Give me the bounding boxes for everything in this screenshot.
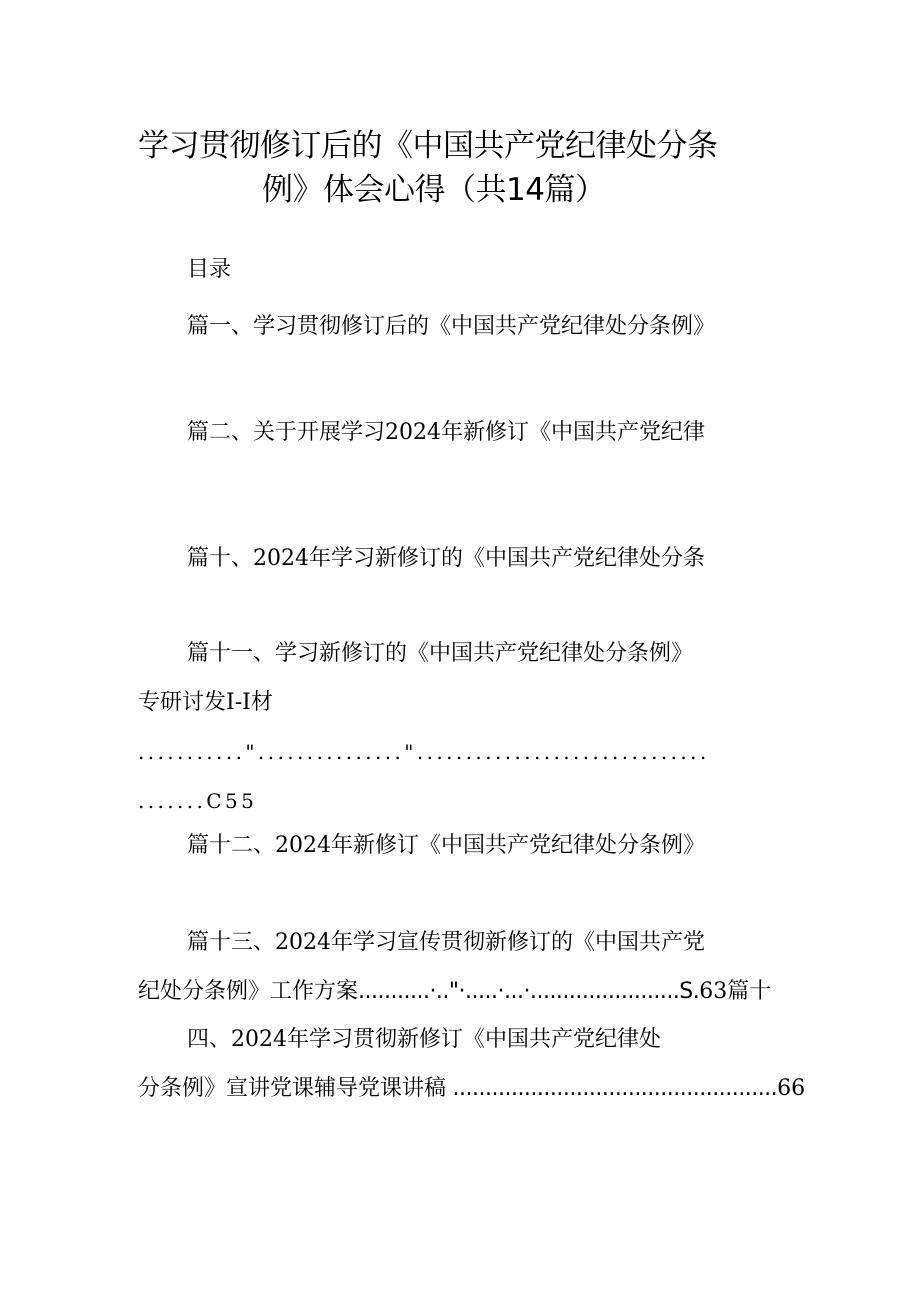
toc-entry-13-leader: ...........·.."·.....·...·.......................S. (358, 979, 700, 1004)
toc-entry-14-prefix: 四、 (187, 1027, 232, 1052)
toc-entry-2[interactable] (187, 418, 705, 448)
toc-entry-13-line-2[interactable] (138, 977, 771, 1007)
toc-heading: 目录 (187, 257, 232, 282)
toc-entry-13-page: 63 (699, 979, 728, 1004)
toc-entry-2-suffix: 年新修订《中国共产党纪律 (441, 420, 706, 445)
toc-entry-13-line-2-text: 纪处分条例》工作方案 (138, 979, 359, 1004)
toc-entry-13-suffix: 年学习宣传贯彻新修订的《中国共产党 (331, 930, 706, 955)
toc-entry-13-year: 2024 (275, 930, 332, 955)
toc-entry-11-line-2-tail: 材 (250, 690, 273, 715)
toc-entry-11-line-2-serif: I-I (226, 690, 251, 715)
toc-entry-14-page: 66 (777, 1076, 806, 1101)
toc-entry-14-leader: .................................................. (446, 1076, 778, 1101)
toc-entry-2-prefix: 篇二、关于开展学习 (187, 420, 386, 445)
toc-entry-12[interactable] (187, 831, 705, 861)
toc-entry-11-leader-2: .......C55 (138, 789, 258, 813)
toc-entry-14-line-1[interactable] (187, 1025, 661, 1055)
toc-entry-1[interactable]: 篇一、学习贯彻修订后的《中国共产党纪律处分条例》 (187, 314, 716, 339)
toc-entry-14-year: 2024 (231, 1027, 288, 1052)
toc-entry-10[interactable] (187, 544, 705, 574)
toc-entry-10-year: 2024 (253, 546, 310, 571)
toc-entry-12-prefix: 篇十二、 (187, 833, 276, 858)
toc-entry-11-line-2[interactable] (138, 688, 273, 718)
toc-entry-13-line-2-tail: 篇十 (727, 979, 772, 1004)
toc-entry-11-line-1[interactable]: 篇十一、学习新修订的《中国共产党纪律处分条例》 (187, 641, 694, 666)
toc-entry-2-year: 2024 (385, 420, 442, 445)
toc-entry-14-suffix: 年学习贯彻新修订《中国共产党纪律处 (287, 1027, 662, 1052)
toc-entry-14-line-2[interactable] (138, 1074, 805, 1104)
toc-entry-11-line-2-text: 专研讨发 (138, 690, 227, 715)
toc-entry-10-suffix: 年学习新修订的《中国共产党纪律处分条 (309, 546, 706, 571)
toc-entry-10-prefix: 篇十、 (187, 546, 254, 571)
toc-entry-11-leader-1: ..........."...............".............................. (138, 740, 710, 764)
toc-entry-13-prefix: 篇十三、 (187, 930, 276, 955)
toc-entry-12-year: 2024 (275, 833, 332, 858)
toc-entry-12-suffix: 年新修订《中国共产党纪律处分条例》 (331, 833, 706, 858)
document-title-line-1: 学习贯彻修订后的《中国共产党纪律处分条 (138, 128, 718, 164)
toc-entry-14-line-2-text: 分条例》宣讲党课辅导党课讲稿 (138, 1076, 447, 1101)
toc-entry-13-line-1[interactable] (187, 928, 705, 958)
document-title-line-2: 例》体会心得（共14篇） (262, 172, 606, 208)
